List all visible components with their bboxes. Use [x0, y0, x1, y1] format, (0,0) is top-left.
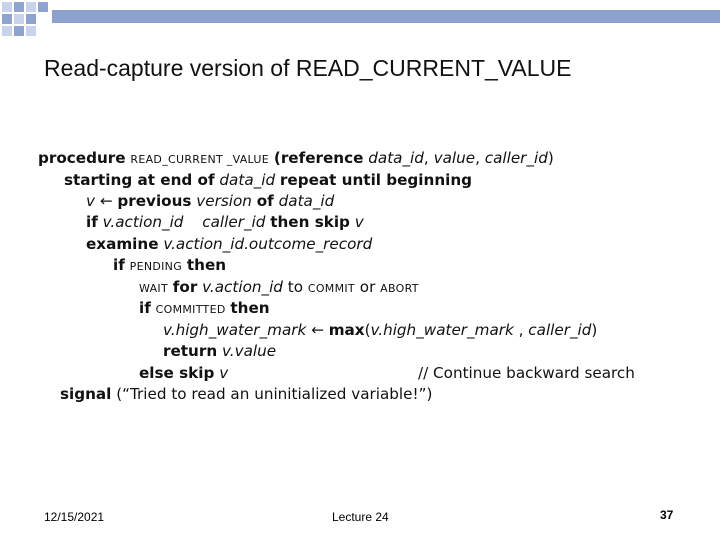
var: v.high_water_mark: [163, 321, 307, 339]
var: version: [196, 192, 252, 210]
title-bar-decoration: [52, 10, 720, 23]
procedure-name: READ_CURRENT _VALUE: [130, 153, 270, 166]
kw: examine: [86, 235, 159, 253]
arg-caller-id: caller_id: [484, 149, 548, 167]
arg-data-id: data_id: [368, 149, 424, 167]
kw: then skip: [270, 213, 350, 231]
kw: if: [113, 256, 125, 274]
kw: then: [230, 299, 270, 317]
arrow-icon: ←: [311, 321, 324, 339]
var: caller_id: [528, 321, 592, 339]
var: v.action_id: [202, 278, 283, 296]
var: data_id: [278, 192, 335, 210]
code-line-9: [163, 320, 597, 340]
kw: else skip: [139, 364, 215, 382]
arrow-icon: ←: [99, 192, 113, 210]
state-name: COMMIT: [307, 282, 355, 295]
kw: then: [186, 256, 227, 274]
paren: ): [547, 149, 554, 167]
kw: return: [163, 342, 218, 360]
var: v.action_id.outcome_record: [163, 235, 373, 253]
word: or: [359, 278, 376, 296]
var: v: [219, 364, 229, 382]
signal-text: (“Tried to read an uninitialized variable!”): [116, 385, 433, 403]
kw: if: [139, 299, 151, 317]
word: to: [287, 278, 304, 296]
code-comment: // Continue backward search: [418, 364, 635, 382]
code-line-3: [86, 191, 334, 211]
arg-value: value: [433, 149, 476, 167]
var: v.action_id: [102, 213, 184, 231]
var: v: [354, 213, 364, 231]
code-line-12: [60, 384, 432, 404]
code-line-7: [139, 277, 419, 299]
kw: if: [86, 213, 98, 231]
code-line-4: [86, 212, 364, 232]
kw: repeat until beginning: [279, 171, 473, 189]
state-name: PENDING: [129, 260, 183, 273]
var: caller_id: [202, 213, 266, 231]
code-line-6: [113, 255, 226, 277]
kw: of: [256, 192, 274, 210]
code-line-8: [139, 298, 270, 320]
comma: ,: [518, 321, 524, 339]
state-name: WAIT: [139, 282, 168, 295]
code-line-5: [86, 234, 372, 254]
page-number: 37: [660, 508, 674, 522]
kw: signal: [60, 385, 112, 403]
kw: previous: [117, 192, 192, 210]
code-line-10: [163, 341, 276, 361]
paren: ): [591, 321, 598, 339]
code-line-1: [38, 148, 554, 170]
slide-title: Read-capture version of READ_CURRENT_VALUE: [44, 55, 572, 81]
comma: ,: [475, 149, 480, 167]
code-line-11: [139, 363, 228, 383]
kw-procedure: procedure: [38, 149, 126, 167]
kw: starting at end of: [64, 171, 215, 189]
var: data_id: [219, 171, 276, 189]
footer-lecture: Lecture 24: [332, 510, 389, 524]
var: v: [86, 192, 95, 210]
var: v.value: [222, 342, 277, 360]
state-name: COMMITTED: [155, 303, 226, 316]
footer-date: 12/15/2021: [44, 510, 105, 524]
comma: ,: [423, 149, 429, 167]
state-name: ABORT: [380, 282, 419, 295]
code-line-2: [64, 170, 472, 190]
kw: for: [172, 278, 198, 296]
paren: (: [364, 321, 371, 339]
kw: max: [328, 321, 365, 339]
var: v.high_water_mark: [370, 321, 514, 339]
kw-reference: (reference: [273, 149, 364, 167]
